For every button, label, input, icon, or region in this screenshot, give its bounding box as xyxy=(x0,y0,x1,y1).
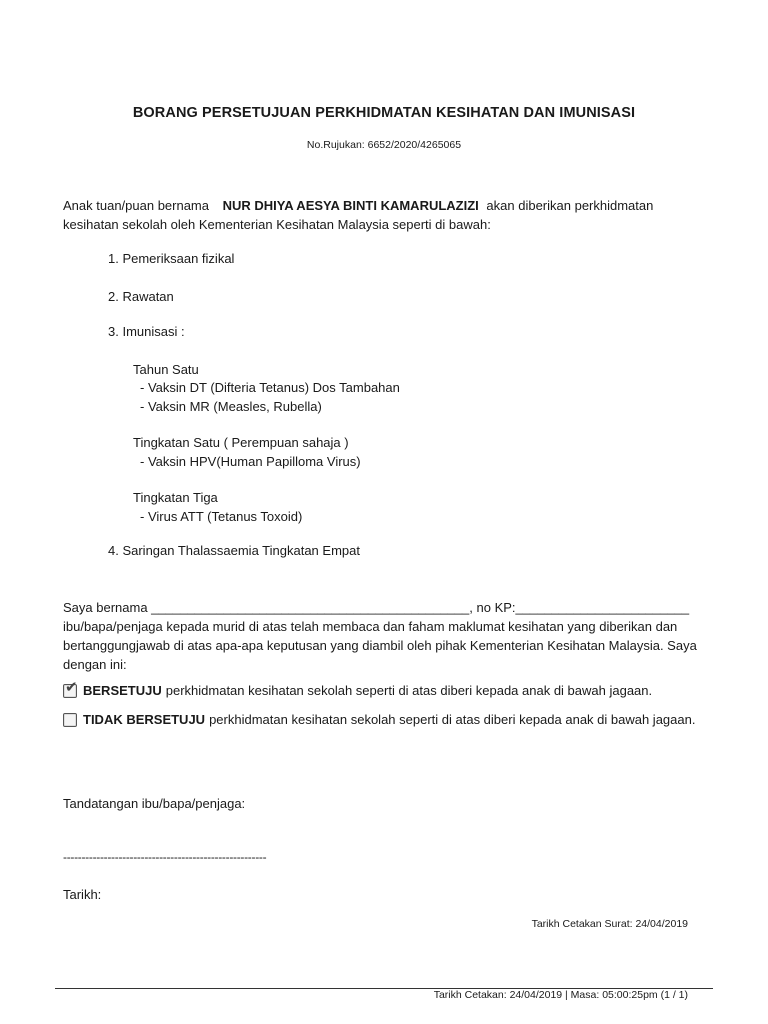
consent-line-3: bertanggungjawab di atas apa-apa keputusan yang diambil oleh pihak Kementerian Kesihatan Malaysia. Saya xyxy=(63,638,697,653)
service-item-2: 2. Rawatan xyxy=(108,289,174,304)
immunisation-group-1-title: Tahun Satu xyxy=(133,362,199,377)
intro-suffix: akan diberikan perkhidmatan xyxy=(486,198,654,213)
agree-option[interactable] xyxy=(63,678,653,698)
consent-paragraph xyxy=(63,598,723,674)
service-item-3: 3. Imunisasi : xyxy=(108,324,185,339)
form-title: BORANG PERSETUJUAN PERKHIDMATAN KESIHATAN DAN IMUNISASI xyxy=(132,105,636,121)
immunisation-group-3-title: Tingkatan Tiga xyxy=(133,490,218,505)
signature-line: ------------------------------------------------------- xyxy=(63,850,267,864)
checkmark-icon: ✔ xyxy=(65,678,78,696)
immunisation-group-1-item-a: - Vaksin DT (Difteria Tetanus) Dos Tambahan xyxy=(140,380,400,395)
intro-prefix: Anak tuan/puan bernama xyxy=(63,198,209,213)
disagree-label: TIDAK BERSETUJU xyxy=(83,712,206,727)
disagree-text: perkhidmatan kesihatan sekolah seperti di atas diberi kepada anak di bawah jagaan. xyxy=(209,712,696,727)
disagree-option[interactable] xyxy=(63,712,695,727)
letter-print-date: Tarikh Cetakan Surat: 24/04/2019 xyxy=(531,918,688,930)
disagree-checkbox[interactable] xyxy=(63,713,77,727)
consent-line-4: dengan ini: xyxy=(63,657,127,672)
service-item-1: 1. Pemeriksaan fizikal xyxy=(108,251,235,266)
reference-number: No.Rujukan: 6652/2020/4265065 xyxy=(306,139,462,151)
agree-checkbox[interactable] xyxy=(63,678,78,698)
intro-paragraph xyxy=(63,196,723,234)
agree-label: BERSETUJU xyxy=(83,683,162,698)
service-item-4: 4. Saringan Thalassaemia Tingkatan Empat xyxy=(108,543,360,558)
student-name: NUR DHIYA AESYA BINTI KAMARULAZIZI xyxy=(222,198,479,213)
immunisation-group-2-item-a: - Vaksin HPV(Human Papilloma Virus) xyxy=(140,454,361,469)
consent-line-2: ibu/bapa/penjaga kepada murid di atas telah membaca dan faham maklumat kesihatan yang diberikan dan xyxy=(63,619,678,634)
intro-line2: kesihatan sekolah oleh Kementerian Kesihatan Malaysia seperti di bawah: xyxy=(63,217,491,232)
footer-print-info: Tarikh Cetakan: 24/04/2019 | Masa: 05:00:25pm (1 / 1) xyxy=(433,989,688,1001)
immunisation-group-2-title: Tingkatan Satu ( Perempuan sahaja ) xyxy=(133,435,349,450)
signature-label: Tandatangan ibu/bapa/penjaga: xyxy=(63,796,246,811)
immunisation-group-1-item-b: - Vaksin MR (Measles, Rubella) xyxy=(140,399,322,414)
consent-line-1: Saya bernama ____________________________________________, no KP:________________________ xyxy=(63,600,690,615)
date-label: Tarikh: xyxy=(63,887,102,902)
immunisation-group-3-item-a: - Virus ATT (Tetanus Toxoid) xyxy=(140,509,303,524)
agree-text: perkhidmatan kesihatan sekolah seperti di atas diberi kepada anak di bawah jagaan. xyxy=(165,683,653,698)
